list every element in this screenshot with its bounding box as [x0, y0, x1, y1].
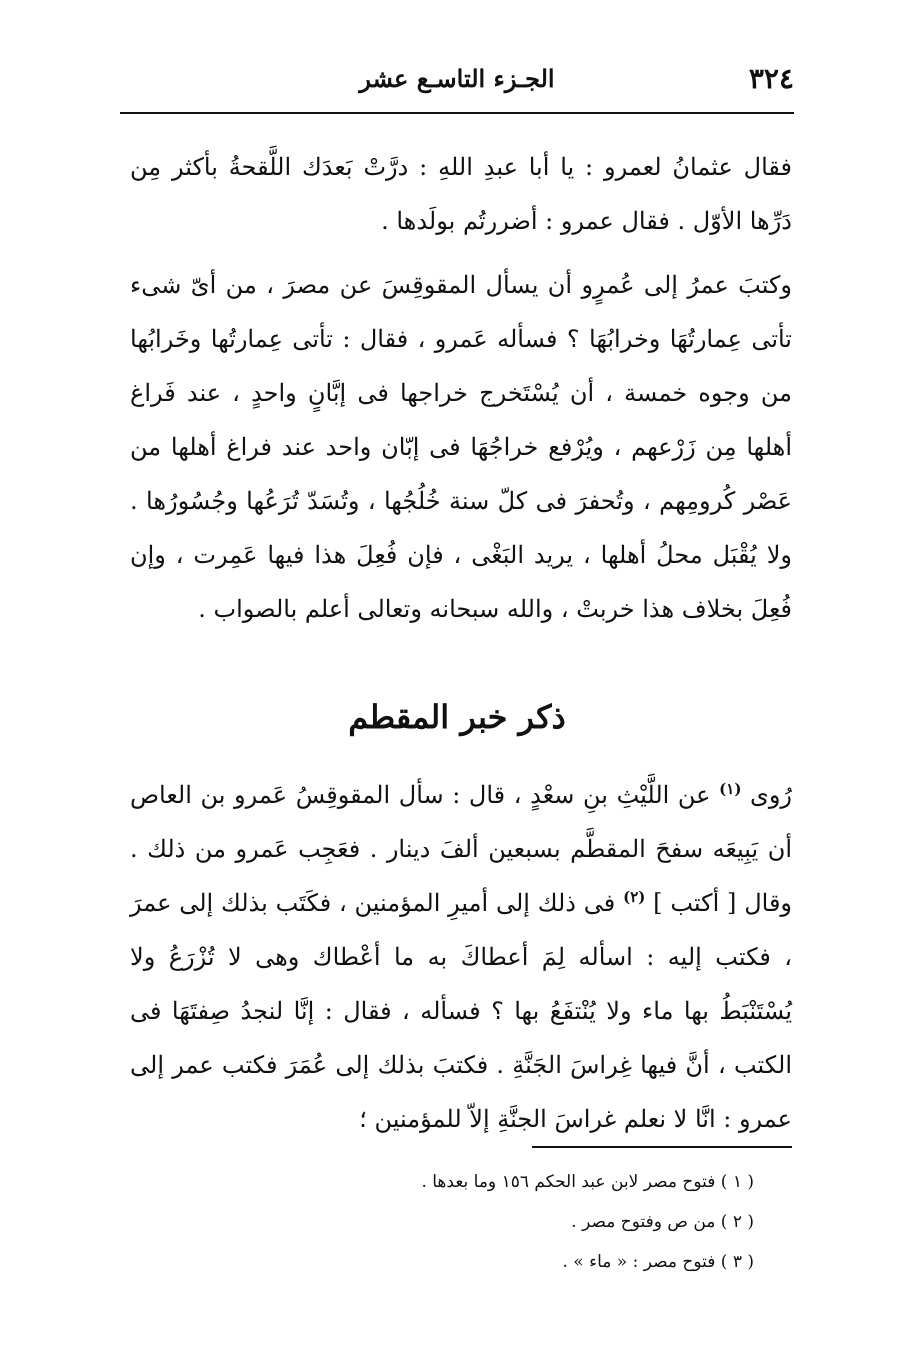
footnotes	[150, 1162, 754, 1282]
paragraph-text-end: فى ذلك إلى أميرِ المؤمنين ، فكَتَب بذلك إلى عمرَ ، فكتب إليه : اسأله لِمَ أعطاكَ به ما أعْطاك وهى لا تُزْرَعُ ولا يُسْتَنْبَطُ بها ماء ولا يُنْتفَعُ بها ؟ فسأله ، فقال : إنَّا لنجدُ صِفتَهَا فى الكتب ، أنَّ فيها غِراسَ الجَنَّةِ . فكتبَ بذلك إلى عُمَرَ فكتب عمر إلى عمرو : انَّا لا نعلم غراسَ الجنَّةِ إلاّ للمؤمنين ؛	[130, 889, 792, 1133]
running-header	[120, 58, 794, 102]
page-number: ٣٢٤	[748, 62, 794, 95]
paragraph-uthman-amr: فقال عثمانُ لعمرو : يا أبا عبدِ اللهِ : درَّتْ بَعدَك اللَّقحةُ بأكثر مِن دَرِّها الأوّل . فقال عمرو : أضررتُم بولَدها .	[130, 153, 793, 235]
running-title: الجـزء التاسـع عشر	[359, 64, 555, 93]
section-heading: ذكر خبر المقطم	[348, 698, 566, 736]
paragraph-umar-letter: وكتبَ عمرُ إلى عُمرٍو أن يسأل المقوقِسَ عن مصرَ ، من أىّ شىء تأتى عِمارتُهَا وخرابُهَا ؟ فسأله عَمرو ، فقال : تأتى عِمارتُها وخَرابُها من وجوه خمسة ، أن يُسْتَخرج خراجها فى إبَّانٍ واحدٍ ، عند فَراغ أهلها مِن زَرْعهم ، ويُرْفع خراجُهَا فى إبّان واحد عند فراغ أهلها من عَصْر كُرومِهم ، وتُحفرَ فى كلّ سنة خُلُجُها ، وتُسَدّ تُرَعُها وجُسُورُها . ولا يُقْبَل محلُ أهلها ، يريد البَغْى ، فإن فُعِلَ هذا فيها عَمِرت ، وإن فُعِلَ بخلاف هذا خربتْ ، والله سبحانه وتعالى أعلم بالصواب .	[130, 271, 792, 623]
paragraph-text-middle: عن اللَّيْثِ بنِ سعْدٍ ، قال : سأل المقوقِسُ عَمرو بن العاص أن يَبِيعَه سفحَ المقطَّم بسبعين ألفَ دينار . فعَجِب عَمرو من ذلك . وقال [ أكتب ]	[130, 781, 793, 917]
footnote-1: ( ١ ) فتوح مصر لابن عبد الحكم ١٥٦ وما بعدها .	[421, 1172, 754, 1192]
footnote-3: ( ٣ ) فتوح مصر : « ماء » .	[562, 1252, 754, 1272]
footnote-ref-1: (١)	[719, 780, 742, 798]
footnote-2: ( ٢ ) من ص وفتوح مصر .	[571, 1212, 754, 1232]
footnote-ref-2: (٢)	[623, 888, 646, 906]
header-rule	[120, 112, 794, 114]
paragraph-text-start: رُوى	[750, 781, 793, 809]
footnote-rule	[532, 1146, 792, 1148]
paragraph-muqattam	[130, 768, 792, 1146]
